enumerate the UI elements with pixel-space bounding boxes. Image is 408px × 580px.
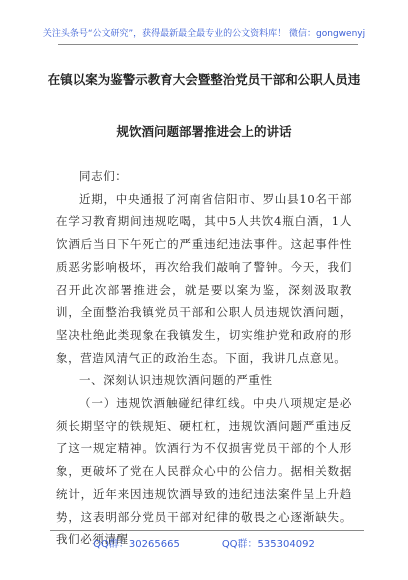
section-heading-1: 一、深刻认识违规饮酒问题的严重性 [79, 373, 273, 388]
document-title-line-1: 在镇以案为鉴警示教育大会暨整治党员干部和公职人员违 [47, 72, 361, 87]
paragraph-intro: 近期，中央通报了河南省信阳市、罗山县10名干部在学习教育期间违规吃喝，其中5人共饮4瓶白酒，1人饮酒后当日下午死亡的严重违纪违法事件。这起事件性质恶劣影响极坏，再次给我们敲响了警钟。今天，我们召开此次部署推进会，就是要以案为鉴，深刻汲取教训，全面整治我镇党员干部和公职人员违规饮酒问题，坚决杜绝此类现象在我镇发生，切实维护党和政府的形象，营造风清气正的政治生态。下面，我讲几点意见。 [56, 191, 352, 365]
header-promo-text: 关注头条号“公文研究”，获得最新最全最专业的公文资料库！ 微信：gongwenyj [42, 29, 366, 39]
document-title-line-2: 规饮酒问题部署推进会上的讲话 [116, 124, 292, 139]
footer-divider [50, 530, 364, 531]
footer [0, 535, 408, 550]
document-body [56, 165, 352, 551]
salutation: 同志们： [79, 169, 128, 183]
footer-qq-group-1: QQ群：30265665 [93, 539, 180, 550]
header-divider [58, 44, 358, 45]
footer-qq-group-2: QQ群：535304092 [221, 539, 315, 550]
paragraph-section-1-1: （一）违规饮酒触碰纪律红线。中央八项规定是必须长期坚守的铁规矩、硬杠杠，违规饮酒问题严重违反了这一规定精神。饮酒行为不仅损害党员干部的个人形象，更破坏了党在人民群众心中的公信力。据相关数据统计，近年来因违规饮酒导致的违纪违法案件呈上升趋势，这表明部分党员干部对纪律的敬畏之心逐渐缺失。我们必须清醒 [56, 396, 352, 547]
